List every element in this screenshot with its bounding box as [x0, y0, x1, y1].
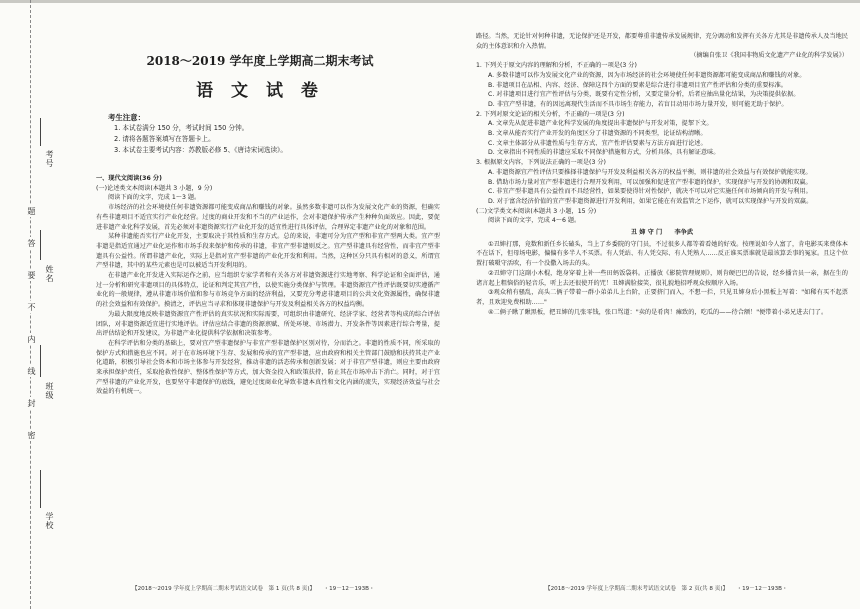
notice-item: 1. 本试卷满分 150 分，考试时间 150 分钟。	[114, 124, 249, 132]
exam-no-label: 考号	[45, 150, 54, 168]
right-column	[476, 32, 848, 317]
exam-no-line	[40, 118, 41, 146]
story-paragraph: ②丑婶守门这副小木棍，绝身穿着上补一些田蚂饭袋料。正播放《影院管理规则》，则肯硬巴巴的告说，经乡播音员一亲，据在生的诸言起上粗恼俗的轻音乐，听上去还很使开的咒！丑婶满脸接笑，很礼貌地招呼观众按顺序入场。	[476, 269, 848, 287]
passage-paragraph: 市场经济的社会环境使任何非遗资源都可能变成商品和赚钱的对象。虽然多数非遗可以作为发展文化产业的资源，但确实有些非遗项目不适宜实行产业化经营。过度的商业开发和不当的产业运作，会对非遗保护传承产生种种负面效应。因此，要促进非遗产业化科学发展，首先必须对非遗资源实行产业化开发的适宜性进行具体评估，合理界定非遗产业化的对象和范围。	[96, 204, 440, 231]
answer-option: B. 非遗项目在品相、内容、经济、保障这四个方面的要素是综合进行非遗项目宜产性评估和分类的重要标准。	[488, 81, 787, 89]
story-title: 丑 婶 守 门 李争武	[630, 229, 694, 237]
seal-char: 内	[27, 335, 36, 343]
answer-option: C. 文章主体部分从非遗性质与生存方式、宜产性评估要素与方法方面进行论述。	[488, 139, 707, 147]
name-line	[40, 230, 41, 260]
answer-option: C. 对非遗项目进行宜产性评估与分类，既要有定性分析，又要定量分析，后者应抽出量化结果，为决策提供依据。	[488, 91, 800, 99]
name-label: 姓名	[45, 265, 54, 283]
binding-margin	[0, 0, 62, 609]
answer-option: D. 对于富含经济价值的宜产型非遗资源进行开发利用，如果它能在有效监管之下运作，就可以实现保护与开发的双赢。	[488, 197, 813, 205]
seal-char: 封	[27, 399, 36, 407]
notice-item: 2. 请将各题答案填写在答题卡上。	[114, 135, 215, 143]
scan-edge	[0, 0, 860, 3]
school-label: 学校	[45, 512, 54, 530]
subsection-heading: (二)文学类文本阅读(本题共 3 小题，15 分)	[476, 207, 597, 215]
question-stem: 3. 根据原文内容，下列说法正确的一项是(3 分)	[476, 159, 606, 167]
question-stem: 2. 下列对原文论证的相关分析，不正确的一项是(3 分)	[476, 110, 625, 118]
notice-heading: 考生注意：	[108, 113, 145, 122]
answer-option: A. 非遗资源宜产性评估只要推择非遗保护与开发及利益相关各方的权益平衡，则非遗的社会效益与有效保护就能实现。	[488, 168, 812, 176]
answer-option: A. 文章先从促进非遗产业化科学发展的角度提出非遗保护与开发对策，提挈下文。	[488, 120, 713, 128]
answer-option: C. 非宜产型非遗具有公益性而不具经营性，如果要使得针对性保护，就决不可以对它实施任何市场倾向的开发与利用。	[488, 188, 812, 196]
passage-source: （摘编自张卫《我国非物质文化遗产产业化的科学发展》）	[690, 52, 848, 60]
answer-option: B. 借助市场力量对宜产型非遗进行合理开发利用，可以加强和促进宜产型非遗的保护，实现保护与开发的协调和双赢。	[488, 178, 812, 186]
exam-title: 2018～2019 学年度上学期高二期末考试	[146, 54, 374, 68]
answer-option: D. 非宜产型非遗，有的因远离现代生活而不具市场生存能力，若盲目动用市场力量开发，则可能无助于保护。	[488, 100, 788, 108]
seal-char: 要	[27, 271, 36, 279]
answer-option: A. 多数非遗可以作为发展文化产业的资源，因为市场经济的社会环境使任何非遗资源都可能变成商品和赚钱的对象。	[488, 71, 806, 79]
question-stem: 1. 下列关于原文内容的理解和分析，不正确的一项是(3 分)	[476, 62, 637, 70]
passage-paragraph: 为最大限度地反映非遗资源宜产性评估的真实状况和实际需要，可组织由非遗研究、经济学家、经营者等构成的综合评估团队，对非遗资源适宜进行实地评估。评估应结合非遗的资源禀赋、所处环境、市场潜力、开发条件等因素进行综合考量，提出评估结论和开发建议，为非遗产业化提供科学依据和决策参考。	[96, 310, 440, 338]
passage-paragraph: 某种非遗能否实行产业化开发，主要取决于其性质和生存方式。总的来说，非遗可分为宜产型和非宜产型两大类。宜产型非遗是指适宜通过产业化运作和市场手段来保护和传承的非遗，非宜产型非遗则反之。宜产型非遗具有经营性，而非宜产型非遗具有公益性。所谓非遗产业化，实际上是指对宜产型非遗的产业化开发和利用。当然，这种区分只具有相对的意义，所谓宜产型非遗，其中的某些元素也是可以被适当开发利用的。	[96, 233, 440, 270]
passage-paragraph: 在科学评估和分类的基础上，要对宜产型非遗保护与非宜产型非遗保护区别对待，分而治之。非遗的性质不同，所采取的保护方式和措施也应不同。对于在市场环境下生存、发展和传承的宜产型非遗，应由政府和相关主管部门鼓励和扶持其走产业化道路，积极引导社会资本和市场主体参与开发经营，推动非遗的活态传承和创新发展；对于非宜产型非遗，则应主要由政府来承担保护责任，采取抢救性保护、整体性保护等方式，加大资金投入和政策扶持，防止其在市场冲击下消亡。同时，对于宜产型非遗的产业化开发，也要坚守非遗保护的底线，避免过度商业化导致非遗本真性和文化内涵的流失，实现经济效益与社会效益的有机统一。	[96, 339, 440, 396]
page-footer: 【2018～2019 学年度上学期高二期末考试语文试卷 第 1 页(共 8 页)】 ・19－12－193B・	[132, 586, 375, 592]
passage-continuation: 路径。当然，无论针对何种非遗，无论保护还是开发，都要尊重非遗传承发展规律，充分调动和发挥有关各方尤其是非遗传承人及当地民众的主体意识和介入热情。	[476, 33, 848, 50]
instruction: 阅读下面的文字，完成 4～6 题。	[488, 217, 581, 225]
subsection-heading: (一)论述类文本阅读(本题共 3 小题，9 分)	[96, 184, 213, 192]
notice-item: 3. 本试卷主要考试内容：苏教版必修 5、《唐诗宋词选读》。	[114, 146, 287, 154]
seal-char: 密	[27, 431, 36, 439]
passage-paragraph: 在非遗产业化开发进入实际运作之前，应当组织专家学者和有关各方对非遗资源进行实地考察、科学论证和全面评估，通过一分析和研究非遗项目的具体特点，论证和判定其宜产性，以使实施分类保护与管理。非遗资源宜产性评估既要切实遵循产业化的一般规律，遵从非遗市场价值和参与市场竞争方面的经济利益，又要充分考虑非遗项目的公共文化资源属性，确保非遗的社会效益和有效保护。摸清之，评估应当寻求和体现非遗保护与开发及利益相关各方的权益均衡。	[96, 272, 440, 309]
story-paragraph: ④二俩子瞅了瞅黑板，把丑婶的几张零钱，张口骂道："卖的是肴肉！瘫致的，吃瓜的——待合额！"便带着小弟兄进去门了。	[488, 308, 828, 316]
left-column	[96, 174, 440, 397]
section-heading: 一、现代文阅读(36 分)	[96, 175, 162, 182]
seal-char: 不	[27, 303, 36, 311]
seal-char: 题	[27, 207, 36, 215]
story-paragraph: ①丑婶打那，竟数和新任乡长磕头，当上了乡委院的守门员，不过很多人都等着看她的好戏。按理说如今人富了，肯电影买来费体本不在话下，但母场电影，偏偏有多半人不买票。有人凭站、有人凭交际、有人凭熟人……反正谁买票谁就是最该算丢事的冤家。且这个位置打破嗫守活吹，有一个没撒入场去的头。	[476, 240, 848, 268]
class-line	[40, 345, 41, 377]
class-label: 班级	[45, 382, 54, 400]
seal-char: 线	[27, 367, 36, 375]
story-paragraph: ③观众稍有骚乱，高头二俩子带着一群小弟弟儿上台阶，正要挤门而入，不想一拦，只见丑婶身后小黑板上写着："如稀有买不起票者，且欢迎免费相助……"	[476, 289, 848, 306]
candidate-notice	[108, 112, 408, 156]
answer-option: B. 文章从能否实行产业开发的角度区分了非遗资源的不同类型，论证结构清晰。	[488, 130, 707, 138]
page-footer: 【2018～2019 学年度上学期高二期末考试语文试卷 第 2 页(共 8 页)】 ・19－12－193B・	[545, 586, 788, 592]
instruction: 阅读下面的文字，完成 1～3 题。	[108, 194, 201, 202]
school-line	[40, 470, 41, 508]
seal-char: 答	[27, 239, 36, 247]
answer-option: D. 文章指出不同性质的非遗应采取不同保护措施和方式，分析具体，具有解证意味。	[488, 149, 720, 157]
exam-subtitle: 语 文 试 卷	[196, 81, 324, 101]
